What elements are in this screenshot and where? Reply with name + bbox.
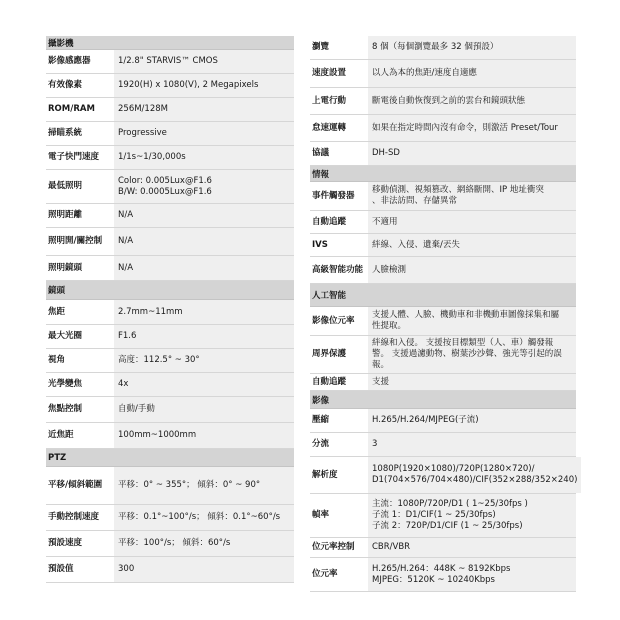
spec-value-line: D1(704×576/704×480)/CIF(352×288/352×240) [372,475,578,485]
spec-row [310,60,576,88]
spec-label: 預設值 [48,564,74,574]
spec-row [310,494,576,538]
spec-row [310,88,576,115]
spec-label: 焦點控制 [48,404,83,414]
spec-label: 幀率 [312,510,330,520]
spec-label: 周界保護 [312,349,347,359]
spec-value [114,423,294,448]
section-header: 影像 [310,391,576,409]
spec-row [310,307,576,336]
spec-value [368,433,576,456]
spec-value-line: 斷電後自動恢復到之前的雲台和鏡頭狀態 [372,95,526,106]
spec-value-line: 如果在指定時間內沒有命令，則激活 Preset/Tour [372,122,558,133]
spec-value-line: Color: 0.005Lux@F1.6 [118,175,212,186]
spec-value [114,228,294,255]
spec-value-line: 不適用 [372,216,398,227]
spec-label: 影像感應器 [48,56,91,66]
spec-value-line: 移動偵測、視頻篡改、網絡斷開、IP 地址衝突 [372,185,544,195]
spec-value [114,505,294,530]
spec-value [368,494,576,537]
spec-label: 焦距 [48,306,66,317]
spec-value-line: H.265/H.264：448K ~ 8192Kbps [372,563,511,574]
spec-value [368,538,576,557]
spec-row [310,211,576,234]
spec-row [46,170,294,204]
spec-row [310,234,576,257]
spec-row [310,409,576,433]
spec-value-line: 報。 [372,360,390,370]
spec-row [310,36,576,60]
spec-value [368,60,576,87]
spec-label: 照明開/關控制 [48,236,103,246]
spec-value-line: N/A [118,210,134,220]
section-header: PTZ [46,449,294,467]
spec-label: 視角 [48,355,66,365]
spec-value [114,170,294,203]
spec-value-line: 3 [372,439,378,449]
spec-value-line: Progressive [118,128,167,138]
spec-value [114,557,294,582]
spec-label: 分流 [312,439,330,449]
spec-row [310,538,576,558]
spec-value-line: 300 [118,564,135,574]
spec-value [368,257,576,283]
spec-row [46,325,294,349]
spec-label: IVS [312,239,328,250]
spec-label: 上電行動 [312,95,347,106]
spec-label: 照明距離 [48,210,83,220]
spec-value [114,531,294,556]
spec-value-line: 256M/128M [118,104,168,114]
spec-value [368,457,581,493]
spec-value-line: 以人為本的焦距/速度自適應 [372,68,477,78]
spec-value [368,234,576,256]
spec-row [310,457,576,494]
spec-label: 照明鏡頭 [48,262,83,273]
spec-label: 影像位元率 [312,315,355,326]
spec-value-line: F1.6 [118,331,137,341]
spec-value-line: 支援 [372,376,390,387]
spec-value [368,182,576,210]
spec-value [114,325,294,348]
spec-value [114,373,294,396]
section-header: 攝影機 [46,36,294,50]
spec-value [114,146,294,169]
spec-label: 自動追蹤 [312,216,347,227]
spec-value [368,409,576,432]
spec-value-line: 1920(H) x 1080(V), 2 Megapixels [118,80,259,90]
spec-row [46,505,294,531]
spec-label: 自動追蹤 [312,376,347,387]
spec-value-line: 1080P(1920×1080)/720P(1280×720)/ [372,464,535,474]
spec-value-line: 1/2.8" STARVIS™ CMOS [118,56,218,66]
spec-row [310,257,576,284]
spec-value-line: 平移：0.1°~100°/s； 傾斜：0.1°~60°/s [118,512,281,522]
spec-row [46,531,294,557]
spec-label: 手動控制速度 [48,512,100,522]
spec-value-line: N/A [118,236,134,246]
spec-row [46,98,294,122]
spec-value [368,115,576,141]
spec-value-line: MJPEG：5120K ~ 10240Kbps [372,574,495,585]
spec-value-line: 絆線、入侵、遺棄/丟失 [372,239,460,250]
spec-value [368,336,576,373]
spec-value [368,211,576,233]
spec-value [114,74,294,97]
spec-row [46,74,294,98]
spec-label: 最大光圈 [48,331,83,341]
spec-value-line: 4x [118,379,129,389]
spec-value [114,204,294,227]
spec-label: 高級智能功能 [312,264,364,275]
spec-label: 怠速運轉 [312,122,347,133]
section-header: 情報 [310,166,576,182]
spec-value-line: 子流 1：D1/CIF(1 ~ 25/30fps) [372,510,496,520]
spec-value-line: 高度：112.5° ~ 30° [118,355,200,365]
spec-row [46,122,294,146]
spec-value-line: 自動/手動 [118,404,155,414]
spec-row [46,349,294,373]
spec-label: ROM/RAM [48,104,95,114]
spec-row [46,300,294,325]
spec-value-line: 、非法訪問、存儲異常 [372,196,458,206]
spec-row [46,467,294,505]
spec-value [114,300,294,324]
spec-column-left [46,36,294,583]
spec-value [368,307,576,335]
spec-value [114,98,294,121]
spec-value-line: 100mm~1000mm [118,430,197,440]
spec-value-line: H.265/H.264/MJPEG(子流) [372,415,479,425]
spec-value-line: N/A [118,262,134,273]
spec-label: 有效像素 [48,80,83,90]
spec-value [114,122,294,145]
spec-value-line: 性提取。 [372,321,407,331]
spec-value-line: 絆線和入侵。 支援按目標類型（人、車）觸發報 [372,338,554,348]
spec-row [310,374,576,391]
spec-label: 近焦距 [48,430,74,440]
spec-label: 瀏覽 [312,42,330,52]
spec-value-line: 2.7mm~11mm [118,306,183,317]
spec-value [114,349,294,372]
spec-label: 掃瞄系統 [48,128,83,138]
spec-row [310,142,576,166]
spec-row [310,115,576,142]
spec-row [46,146,294,170]
spec-label: 平移/傾斜範圍 [48,480,103,490]
spec-column-right [310,36,576,592]
section-header: 人工智能 [310,284,576,307]
spec-value-line: B/W: 0.0005Lux@F1.6 [118,186,212,197]
spec-value [114,50,294,73]
spec-value-line: 子流 2：720P/D1/CIF (1 ~ 25/30fps) [372,521,523,531]
spec-row [46,397,294,423]
spec-value [368,374,576,390]
spec-value-line: CBR/VBR [372,542,411,552]
spec-value-line: 警。 支援過濾動物、樹葉沙沙聲、強光等引起的誤 [372,349,562,359]
spec-value-line: 8 個（每個瀏覽最多 32 個預設） [372,42,499,52]
spec-row [46,373,294,397]
spec-value-line: 平移：0° ~ 355°； 傾斜：0° ~ 90° [118,480,261,490]
spec-row [46,256,294,281]
spec-label: 最低照明 [48,181,83,191]
spec-value [368,88,576,114]
spec-row [46,228,294,256]
spec-label: 位元率控制 [312,542,355,552]
spec-value [368,558,576,591]
spec-row [46,557,294,583]
spec-row [310,558,576,592]
spec-value-line: 主流：1080P/720P/D1 ( 1~25/30fps ) [372,499,528,509]
spec-row [310,336,576,374]
spec-value-line: DH-SD [372,148,400,158]
spec-value-line: 1/1s~1/30,000s [118,152,186,162]
spec-row [46,204,294,228]
spec-value [114,256,294,280]
spec-row [310,433,576,457]
spec-label: 解析度 [312,469,338,480]
spec-row [46,50,294,74]
spec-label: 協議 [312,148,330,158]
spec-label: 預設速度 [48,538,83,548]
spec-row [46,423,294,449]
spec-value [114,467,294,504]
spec-value-line: 支援人體、人臉、機動車和非機動車圖像採集和屬 [372,310,560,320]
section-header: 鏡頭 [46,281,294,300]
spec-label: 光學變焦 [48,379,83,389]
spec-value-line: 平移：100°/s； 傾斜：60°/s [118,538,231,548]
spec-value [114,397,294,422]
spec-value [368,142,576,165]
spec-label: 位元率 [312,569,338,579]
spec-label: 事件觸發器 [312,190,355,201]
spec-value [368,36,576,59]
spec-label: 速度設置 [312,68,347,78]
spec-label: 壓縮 [312,415,330,425]
spec-row [310,182,576,211]
spec-value-line: 人臉檢測 [372,264,407,275]
spec-label: 電子快門速度 [48,152,100,162]
